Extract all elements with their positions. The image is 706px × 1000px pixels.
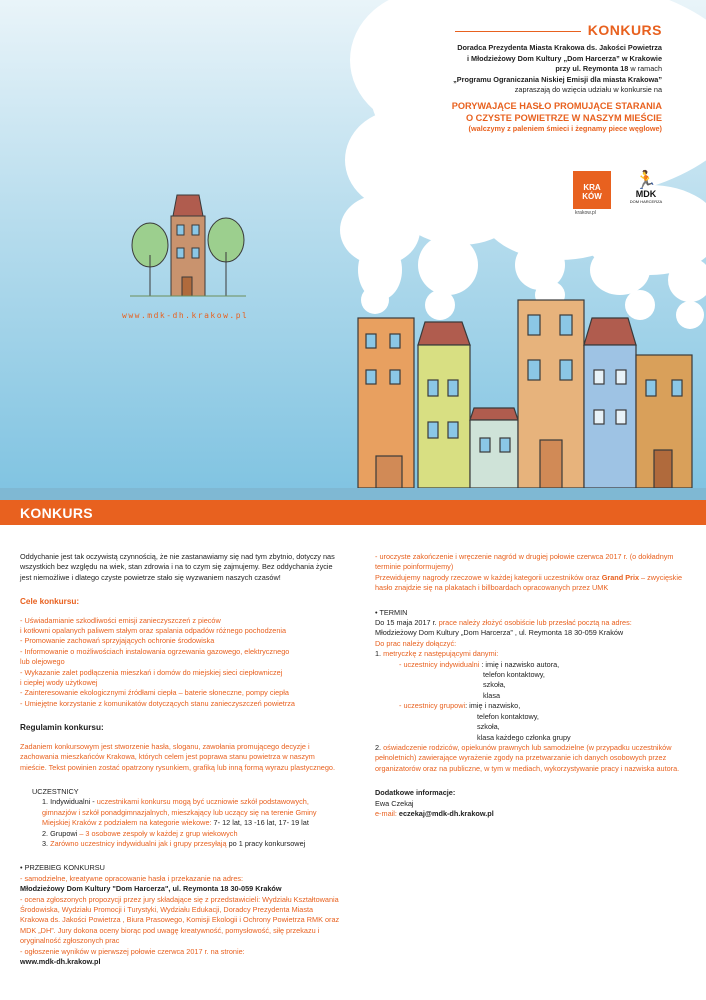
contest-title-2: O CZYSTE POWIETRZE W NASZYM MIEŚCIE — [465, 112, 662, 123]
list-item: - Informowanie o możliwościach instalowania ogrzewania gazowego, elektrycznego — [20, 646, 290, 656]
participants-2-text: – 3 osobowe zespoły w każdej z grup wiekowych — [77, 828, 238, 838]
list-item: klasa każdego członka grupy — [477, 732, 571, 742]
section-title: KONKURS — [20, 505, 93, 521]
contest-title-1: PORYWAJĄCE HASŁO PROMUJĄCE STARANIA — [451, 100, 662, 111]
group-first: : imię i nazwisko, — [465, 701, 521, 711]
participants-item-1 — [20, 797, 342, 828]
intro-line-4: „Programu Ograniczania Niskiej Emisji dla miasta Krakowa” — [453, 74, 662, 84]
group-label: - uczestnicy grupowi — [399, 701, 466, 711]
website-link[interactable]: www.mdk-dh.krakow.pl — [122, 311, 249, 320]
attach-heading: Do prac należy dołączyć: — [375, 638, 457, 648]
participants-1-ages: 7- 12 lat, 13 -16 lat, 17- 19 lat — [211, 818, 309, 828]
participants-3-label: 3. — [42, 838, 51, 848]
list-item: - Zainteresowanie ekologicznymi źródłami ciepła – baterie słoneczne, pompy ciepła — [20, 688, 289, 698]
intro-line-1: Doradca Prezydenta Miasta Krakowa ds. Jakości Powietrza — [457, 43, 662, 52]
rules-text: Zadaniem konkursowym jest stworzenie hasła, sloganu, zawołania promującego decyzje i zachowania mieszkańców Krakowa, których celem jest poprawa stanu powietrza w naszym mieście. Tekst powinien zostać opatrzony rysunkiem, grafiką lub inną formą wyrazu plastycznego. — [20, 741, 335, 772]
participants-3-text: Zarówno uczestnicy indywidualni jak i grupy przesyłają — [50, 838, 227, 848]
invitation-text — [402, 43, 662, 134]
intro-line-3: przy ul. Reymonta 18 — [555, 64, 629, 73]
list-item: szkoła, — [477, 722, 500, 732]
title-rule — [455, 31, 581, 32]
list-item: lub olejowego — [20, 657, 65, 667]
goals-list — [20, 616, 342, 710]
intro-line-5: zapraszają do wzięcia udziału w konkursie na — [514, 85, 662, 94]
goals-heading: Cele konkursu: — [20, 597, 80, 607]
participants-1-text: uczestnikami konkursu mogą być uczniowie szkół podstawowych, gimnazjów i szkół ponadgimnazjalnych, mieszkający lub uczący się na terenie Gminy Miejskiej Kraków z podziałem na kategorie wiekowe: — [42, 797, 317, 828]
prizes-text — [375, 573, 687, 594]
attach-item-1 — [375, 649, 687, 659]
list-item: - Uświadamianie szkodliwości emisji zanieczyszczeń z pieców — [20, 615, 221, 625]
krakow-logo-url: krakow.pl — [575, 210, 596, 216]
mdk-figure-icon: 🏃 — [634, 170, 658, 190]
participants-heading: UCZESTNICY — [32, 786, 79, 796]
attach-1-text: metryczkę z następującymi danymi: — [383, 649, 499, 659]
term-date: Do 15 maja 2017 r. — [375, 618, 437, 628]
course-step-1: - samodzielne, kreatywne opracowanie hasła i przekazanie na adres: — [20, 873, 244, 883]
term-heading: • TERMIN — [375, 607, 408, 617]
term-address: Młodzieżowy Dom Kultury „Dom Harcerza” , ul. Reymonta 18 30-059 Kraków — [375, 628, 624, 638]
info-name: Ewa Czekaj — [375, 798, 414, 808]
participants-item-2 — [20, 829, 342, 839]
group-data — [375, 701, 687, 711]
left-column — [20, 552, 342, 967]
attach-1-num: 1. — [375, 649, 384, 659]
mdk-logo — [628, 171, 664, 204]
individual-first: : imię i nazwisko autora, — [479, 659, 560, 669]
term-instructions: prace należy złożyć osobiście lub przesłać pocztą na adres: — [436, 618, 632, 628]
mdk-logo-text: MDK — [635, 189, 657, 199]
list-item: - Wykazanie zalet podłączenia mieszkań i domów do miejskiej sieci ciepłowniczej — [20, 667, 283, 677]
participants-3-rest: po 1 pracy konkursowej — [226, 838, 306, 848]
prizes-intro: Przewidujemy nagrody rzeczowe w każdej kategorii uczestników oraz — [375, 572, 602, 582]
prizes-rest: – zwycięskie hasło znajdzie się na plakatach i billboardach opracowanych przez UMK — [375, 572, 683, 593]
attach-2-num: 2. — [375, 742, 384, 752]
info-email-label: e-mail: — [375, 808, 399, 818]
term-text — [375, 618, 687, 628]
info-email[interactable]: eczekaj@mdk-dh.krakow.pl — [398, 808, 494, 818]
list-item: telefon kontaktowy, — [477, 711, 539, 721]
intro-line-3-rest: w ramach — [628, 64, 662, 73]
course-step-2: - ocena zgłoszonych propozycji przez jury składające się z przedstawicieli: Wydziału Kształtowania Środowiska, Wydziału Promocji i Turystyki, Wydziału Edukacji, Doradcy Prezydenta Miasta Krakowa ds. Jakości Powietrza , Biura Prasowego, Komisji Ekologii i Ochrony Powietrza RMK oraz MDK „DH”. Jury dokona oceny biorąc pod uwagę kreatywność, pomysłowość, siłę przekazu i oryginalność zgłoszonych prac — [20, 894, 340, 946]
section-band — [0, 500, 706, 525]
rules-heading: Regulamin konkursu: — [20, 723, 104, 733]
course-step-3: - ogłoszenie wyników w pierwszej połowie czerwca 2017 r. na stronie: — [20, 946, 245, 956]
attach-2-text: oświadczenie rodziców, opiekunów prawnych lub samodzielne (w przypadku uczestników pełnoletnich) zawierające wyrażenie zgody na przetwarzanie ich danych osobowych przez organizatorów oraz na publiczne, w tym w mediach, wykorzystywanie pracy i nazwiska autora. — [375, 742, 680, 773]
mdk-logo-sub: DOM HARCERZA — [629, 199, 663, 204]
prizes-grand-prix: Grand Prix — [601, 572, 640, 582]
course-heading: • PRZEBIEG KONKURSU — [20, 863, 105, 873]
ground-strip — [0, 488, 706, 500]
list-item: szkoła, — [483, 680, 506, 690]
individual-data — [375, 660, 687, 670]
course-address: Młodzieżowy Dom Kultury "Dom Harcerza", ul. Reymonta 18 30-059 Kraków — [20, 884, 282, 894]
individual-label: - uczestnicy indywidualni — [399, 659, 480, 669]
right-column — [375, 552, 687, 819]
ceremony-text: - uroczyste zakończenie i wręczenie nagród w drugiej połowie czerwca 2017 r. (o dokładnym terminie poinformujemy) — [375, 552, 674, 572]
list-item: i kotłowni opalanych paliwem stałym oraz spalania odpadów różnego pochodzenia — [20, 626, 287, 636]
attach-item-2 — [375, 743, 687, 774]
intro-paragraph: Oddychanie jest tak oczywistą czynnością, że nie zastanawiamy się nad tym zbytnio, dotyczy nas wszystkich bez względu na wiek, stan zdrowia i na to czym się zajmujemy. Bez oddychania życie jest niemożliwe i dlatego czyste powietrze stało się wyzwaniem naszych czasów! — [20, 552, 335, 582]
list-item: klasa — [483, 690, 501, 700]
info-email-line — [375, 809, 687, 819]
contest-subtitle: (walczymy z paleniem śmieci i żegnamy piece węglowe) — [468, 123, 662, 133]
participants-2-label: 2. Grupowi — [42, 828, 78, 838]
participants-item-3 — [20, 839, 342, 849]
list-item: - Promowanie zachowań sprzyjających ochronie środowiska — [20, 636, 215, 646]
list-item: telefon kontaktowy, — [483, 670, 545, 680]
course-url[interactable]: www.mdk-dh.krakow.pl — [20, 957, 101, 966]
intro-line-2: i Młodzieżowy Dom Kultury „Dom Harcerza” w Krakowie — [466, 53, 662, 63]
krakow-logo-text: KRA KÓW — [582, 183, 602, 201]
participants-1-label: 1. Indywidualni - — [42, 797, 95, 807]
page-title: KONKURS — [587, 22, 662, 38]
info-heading: Dodatkowe informacje: — [375, 788, 456, 798]
list-item: i ciepłej wody użytkowej — [20, 678, 98, 688]
krakow-logo — [573, 171, 611, 209]
list-item: - Umiejętne korzystanie z komunikatów dotyczących stanu zanieczyszczeń powietrza — [20, 698, 295, 708]
